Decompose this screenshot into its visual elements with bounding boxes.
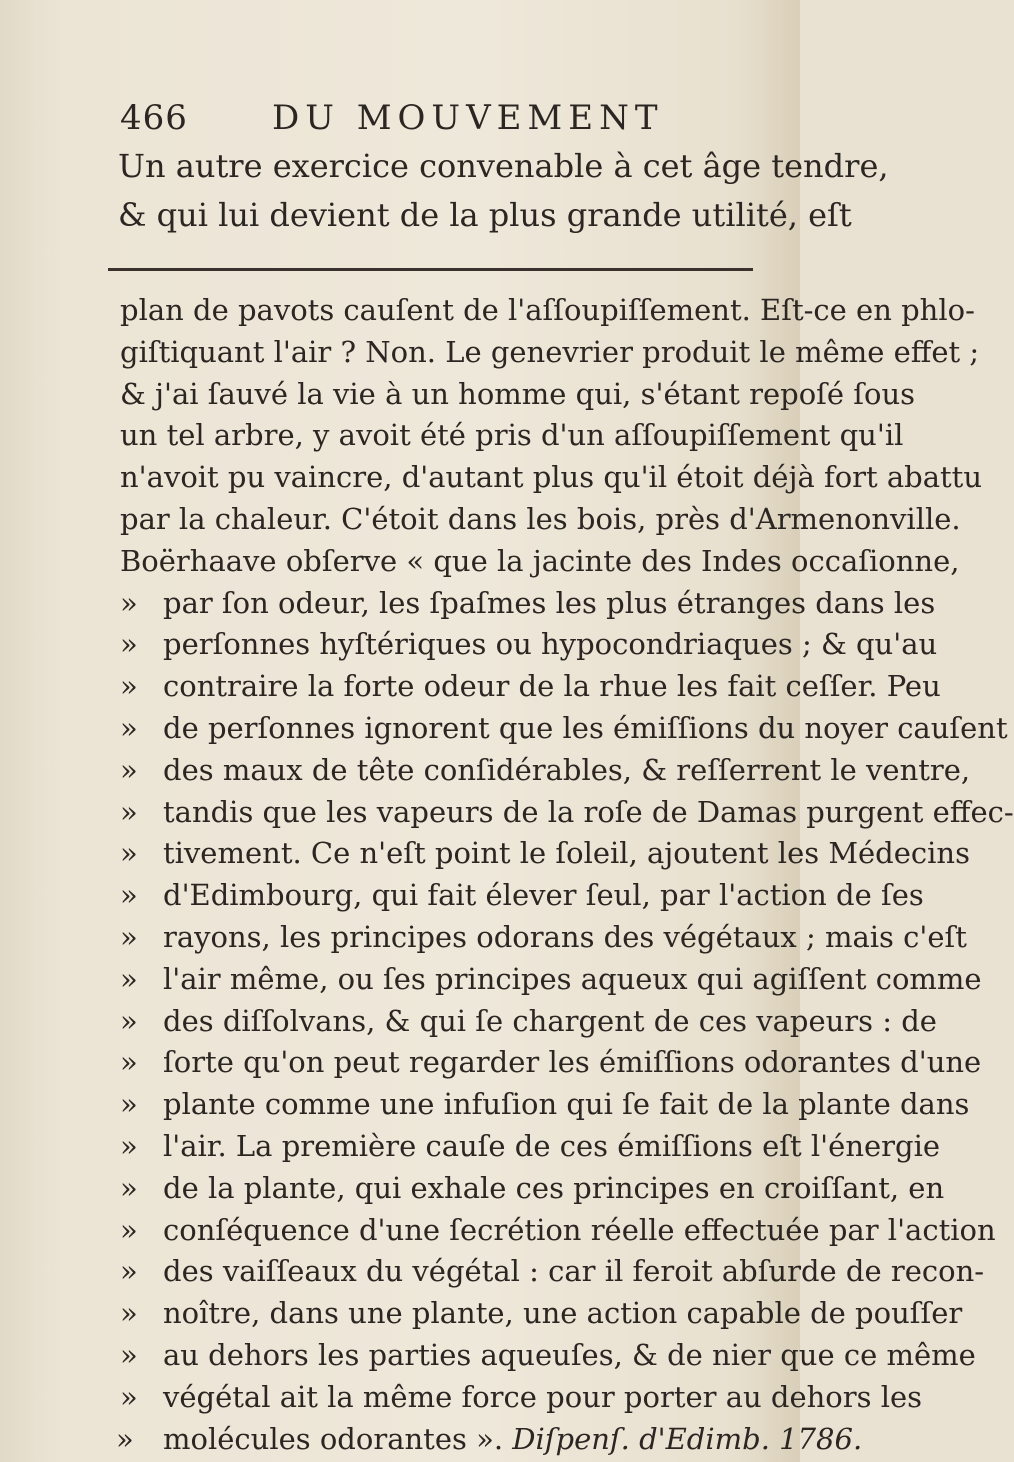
- quote-mark: »: [120, 585, 138, 620]
- text-line: Boërhaave obſerve « que la jacinte des Indes occaſionne,: [120, 543, 960, 578]
- quote-mark: »: [120, 1337, 138, 1372]
- text-line: & j'ai ſauvé la vie à un homme qui, s'étant repoſé ſous: [120, 376, 916, 411]
- quoted-line: » tivement. Ce n'eſt point le ſoleil, ajoutent les Médecins: [120, 833, 780, 875]
- quoted-line: » par ſon odeur, les ſpaſmes les plus étranges dans les: [120, 583, 780, 625]
- running-title: DU MOUVEMENT: [272, 98, 664, 138]
- text-line: n'avoit pu vaincre, d'autant plus qu'il étoit déjà fort abattu: [120, 460, 983, 495]
- quoted-line: » conſéquence d'une ſecrétion réelle effectuée par l'action: [120, 1210, 780, 1252]
- quoted-line: » rayons, les principes odorans des végétaux ; mais c'eſt: [120, 917, 780, 959]
- quoted-line: » l'air même, ou ſes principes aqueux qui agiſſent comme: [120, 959, 780, 1001]
- section-divider: [108, 268, 753, 271]
- quoted-line: » végétal ait la même force pour porter au dehors les: [120, 1377, 780, 1419]
- quote-mark: »: [120, 710, 138, 745]
- quote-mark: »: [120, 627, 138, 662]
- text-line: un tel arbre, y avoit été pris d'un aſſoupiſſement qu'il: [120, 418, 904, 453]
- quote-mark: »: [120, 752, 138, 787]
- quote-mark: »: [120, 1212, 138, 1247]
- quoted-line: » ſorte qu'on peut regarder les émiſſions odorantes d'une: [120, 1042, 780, 1084]
- text-line: giſtiquant l'air ? Non. Le genevrier produit le même effet ;: [120, 334, 980, 369]
- quote-mark: »: [120, 1045, 138, 1080]
- quote-mark: »: [120, 878, 138, 913]
- text-line: & qui lui devient de la plus grande utilité, eſt: [118, 196, 852, 234]
- text-line: par la chaleur. C'étoit dans les bois, près d'Armenonville.: [120, 501, 961, 536]
- text-line: Un autre exercice convenable à cet âge tendre,: [118, 147, 889, 185]
- quoted-line: » de la plante, qui exhale ces principes en croiſſant, en: [120, 1168, 780, 1210]
- quote-mark: »: [120, 1128, 138, 1163]
- source-citation: Diſpenſ. d'Edimb. 1786.: [512, 1421, 863, 1456]
- quoted-line: » contraire la forte odeur de la rhue les fait ceſſer. Peu: [120, 666, 780, 708]
- quotation-block: [116, 583, 1014, 1461]
- quoted-line: » plante comme une infuſion qui ſe fait de la plante dans: [120, 1084, 780, 1126]
- final-quoted-line: [116, 1419, 863, 1461]
- quote-mark: »: [120, 794, 138, 829]
- quote-mark: »: [120, 669, 138, 704]
- quote-mark: »: [120, 1170, 138, 1205]
- quote-mark: »: [116, 1421, 134, 1456]
- quoted-line: » noître, dans une plante, une action capable de pouſſer: [120, 1293, 780, 1335]
- quoted-line: » des maux de tête conſidérables, & reſſerrent le ventre,: [120, 750, 780, 792]
- page-number: 466: [120, 98, 188, 138]
- quote-mark: »: [120, 1296, 138, 1331]
- quoted-line: » tandis que les vapeurs de la roſe de Damas purgent effec-: [120, 792, 780, 834]
- quote-mark: »: [120, 1379, 138, 1414]
- quoted-line: » l'air. La première cauſe de ces émiſſions eſt l'énergie: [120, 1126, 780, 1168]
- quoted-line: » de perſonnes ignorent que les émiſſions du noyer cauſent: [120, 708, 780, 750]
- quoted-line: » d'Edimbourg, qui fait élever ſeul, par l'action de ſes: [120, 875, 780, 917]
- quoted-line: » des vaiſſeaux du végétal : car il feroit abſurde de recon-: [120, 1251, 780, 1293]
- quote-ending: molécules odorantes ».: [163, 1421, 504, 1456]
- body-paragraph: [116, 290, 1014, 1460]
- quoted-line: » des diſſolvans, & qui ſe chargent de ces vapeurs : de: [120, 1001, 780, 1043]
- quote-mark: »: [120, 919, 138, 954]
- quoted-line: » perſonnes hyſtériques ou hypocondriaques ; & qu'au: [120, 624, 780, 666]
- quote-mark: »: [120, 836, 138, 871]
- top-paragraph: [118, 142, 889, 240]
- quote-mark: »: [120, 1087, 138, 1122]
- quoted-line: » au dehors les parties aqueuſes, & de nier que ce même: [120, 1335, 780, 1377]
- text-line: plan de pavots cauſent de l'aſſoupiſſement. Eſt-ce en phlo-: [120, 293, 975, 327]
- quote-mark: »: [120, 961, 138, 996]
- page-header: [120, 98, 740, 138]
- quote-mark: »: [120, 1254, 138, 1289]
- quote-mark: »: [120, 1003, 138, 1038]
